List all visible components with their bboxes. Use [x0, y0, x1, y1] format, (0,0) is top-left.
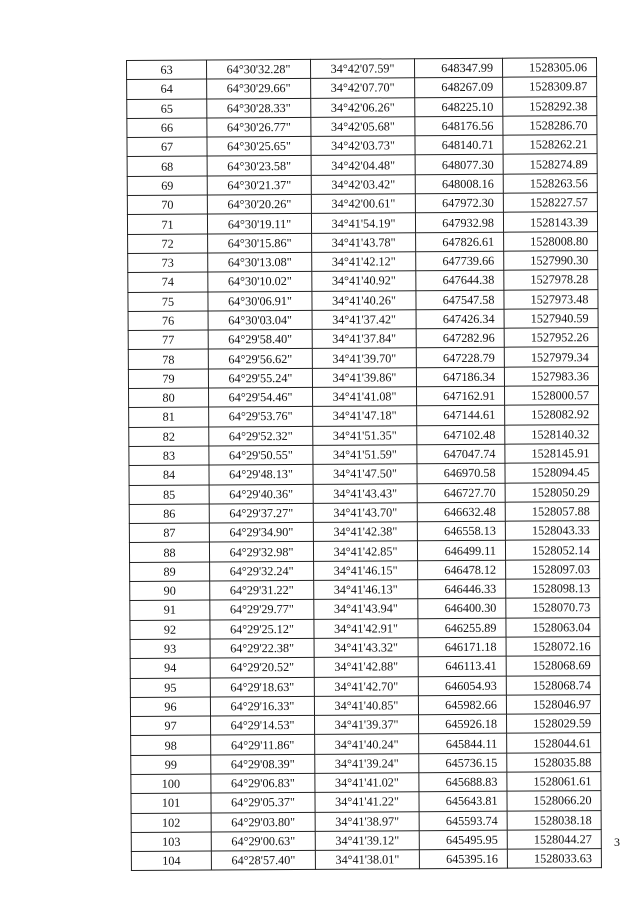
latitude-cell: 64°29'05.37": [211, 793, 315, 813]
latitude-cell: 64°29'00.63": [211, 831, 315, 851]
y-coordinate-cell: 1528286.70: [503, 116, 597, 136]
point-number-cell: 87: [129, 523, 209, 543]
latitude-cell: 64°30'23.58": [207, 156, 311, 176]
y-coordinate-cell: 1528044.27: [507, 829, 601, 849]
latitude-cell: 64°29'53.76": [209, 407, 313, 427]
x-coordinate-cell: 646632.48: [417, 502, 505, 522]
x-coordinate-cell: 646558.13: [417, 521, 505, 541]
y-coordinate-cell: 1528052.14: [505, 540, 599, 560]
y-coordinate-cell: 1528143.39: [503, 212, 597, 232]
x-coordinate-cell: 646727.70: [417, 483, 505, 503]
longitude-cell: 34°42'03.73": [311, 136, 415, 156]
point-number-cell: 88: [129, 542, 209, 562]
y-coordinate-cell: 1527990.30: [504, 251, 598, 271]
longitude-cell: 34°41'39.12": [315, 831, 419, 851]
y-coordinate-cell: 1528068.69: [506, 656, 600, 676]
x-coordinate-cell: 645395.16: [419, 849, 507, 869]
longitude-cell: 34°41'46.13": [314, 580, 418, 600]
y-coordinate-cell: 1528098.13: [506, 579, 600, 599]
longitude-cell: 34°41'41.02": [315, 773, 419, 793]
y-coordinate-cell: 1528140.32: [505, 424, 599, 444]
latitude-cell: 64°29'18.63": [210, 677, 314, 697]
x-coordinate-cell: 646446.33: [418, 579, 506, 599]
longitude-cell: 34°41'42.70": [314, 676, 418, 696]
point-number-cell: 67: [127, 137, 207, 157]
y-coordinate-cell: 1528057.88: [505, 501, 599, 521]
x-coordinate-cell: 646499.11: [417, 541, 505, 561]
point-number-cell: 86: [129, 504, 209, 524]
x-coordinate-cell: 647102.48: [417, 425, 505, 445]
y-coordinate-cell: 1528292.38: [503, 96, 597, 116]
table-row: [131, 849, 601, 871]
point-number-cell: 92: [130, 620, 210, 640]
point-number-cell: 84: [129, 465, 209, 485]
latitude-cell: 64°29'16.33": [210, 696, 314, 716]
latitude-cell: 64°29'54.46": [209, 387, 313, 407]
latitude-cell: 64°30'26.77": [207, 117, 311, 137]
point-number-cell: 94: [130, 658, 210, 678]
x-coordinate-cell: 648077.30: [415, 155, 503, 175]
point-number-cell: 81: [129, 407, 209, 427]
x-coordinate-cell: 647826.61: [416, 232, 504, 252]
longitude-cell: 34°41'43.43": [313, 483, 417, 503]
y-coordinate-cell: 1528063.04: [506, 617, 600, 637]
x-coordinate-cell: 646478.12: [418, 560, 506, 580]
longitude-cell: 34°41'43.32": [314, 638, 418, 658]
y-coordinate-cell: 1527952.26: [504, 328, 598, 348]
x-coordinate-cell: 646171.18: [418, 637, 506, 657]
longitude-cell: 34°41'42.12": [312, 252, 416, 272]
latitude-cell: 64°29'22.38": [210, 638, 314, 658]
point-number-cell: 77: [128, 330, 208, 350]
x-coordinate-cell: 645926.18: [419, 714, 507, 734]
point-number-cell: 93: [130, 639, 210, 659]
latitude-cell: 64°29'29.77": [210, 600, 314, 620]
longitude-cell: 34°42'07.59": [310, 59, 414, 79]
x-coordinate-cell: 646054.93: [418, 676, 506, 696]
point-number-cell: 80: [129, 388, 209, 408]
y-coordinate-cell: 1528035.88: [507, 752, 601, 772]
longitude-cell: 34°41'37.84": [312, 329, 416, 349]
x-coordinate-cell: 645844.11: [419, 734, 507, 754]
longitude-cell: 34°41'47.18": [313, 406, 417, 426]
latitude-cell: 64°30'15.86": [208, 233, 312, 253]
point-number-cell: 71: [127, 214, 207, 234]
point-number-cell: 95: [130, 677, 210, 697]
latitude-cell: 64°30'25.65": [207, 137, 311, 157]
x-coordinate-cell: 647972.30: [415, 193, 503, 213]
latitude-cell: 64°30'03.04": [208, 310, 312, 330]
point-number-cell: 101: [131, 793, 211, 813]
latitude-cell: 64°30'20.26": [207, 194, 311, 214]
x-coordinate-cell: 647426.34: [416, 309, 504, 329]
x-coordinate-cell: 647162.91: [417, 386, 505, 406]
x-coordinate-cell: 645643.81: [419, 791, 507, 811]
x-coordinate-cell: 645593.74: [419, 811, 507, 831]
y-coordinate-cell: 1528046.97: [506, 694, 600, 714]
longitude-cell: 34°42'05.68": [311, 117, 415, 137]
latitude-cell: 64°29'58.40": [208, 330, 312, 350]
x-coordinate-cell: 646400.30: [418, 599, 506, 619]
longitude-cell: 34°41'51.35": [313, 425, 417, 445]
point-number-cell: 78: [128, 349, 208, 369]
point-number-cell: 73: [128, 253, 208, 273]
x-coordinate-cell: 645982.66: [418, 695, 506, 715]
x-coordinate-cell: 648140.71: [415, 135, 503, 155]
longitude-cell: 34°42'04.48": [311, 155, 415, 175]
longitude-cell: 34°41'46.15": [314, 560, 418, 580]
longitude-cell: 34°41'51.59": [313, 445, 417, 465]
longitude-cell: 34°41'39.70": [312, 348, 416, 368]
x-coordinate-cell: 648267.09: [415, 77, 503, 97]
x-coordinate-cell: 647186.34: [416, 367, 504, 387]
point-number-cell: 72: [128, 234, 208, 254]
longitude-cell: 34°41'40.26": [312, 290, 416, 310]
x-coordinate-cell: 647228.79: [416, 348, 504, 368]
latitude-cell: 64°29'56.62": [208, 349, 312, 369]
point-number-cell: 68: [127, 156, 207, 176]
y-coordinate-cell: 1527978.28: [504, 270, 598, 290]
point-number-cell: 85: [129, 485, 209, 505]
latitude-cell: 64°28'57.40": [211, 851, 315, 871]
latitude-cell: 64°29'25.12": [210, 619, 314, 639]
point-number-cell: 76: [128, 311, 208, 331]
point-number-cell: 96: [130, 697, 210, 717]
longitude-cell: 34°42'00.61": [311, 194, 415, 214]
y-coordinate-cell: 1528008.80: [504, 231, 598, 251]
y-coordinate-cell: 1528029.59: [507, 714, 601, 734]
page-number: 3: [614, 835, 620, 849]
latitude-cell: 64°29'40.36": [209, 484, 313, 504]
point-number-cell: 74: [128, 272, 208, 292]
latitude-cell: 64°30'10.02": [208, 272, 312, 292]
x-coordinate-cell: 646113.41: [418, 656, 506, 676]
latitude-cell: 64°29'32.24": [210, 561, 314, 581]
point-number-cell: 91: [130, 600, 210, 620]
longitude-cell: 34°41'41.22": [315, 792, 419, 812]
y-coordinate-cell: 1528038.18: [507, 810, 601, 830]
x-coordinate-cell: 646970.58: [417, 463, 505, 483]
y-coordinate-cell: 1528070.73: [506, 598, 600, 618]
x-coordinate-cell: 648176.56: [415, 116, 503, 136]
point-number-cell: 98: [131, 735, 211, 755]
y-coordinate-cell: 1528072.16: [506, 637, 600, 657]
x-coordinate-cell: 648008.16: [415, 174, 503, 194]
y-coordinate-cell: 1528043.33: [505, 521, 599, 541]
latitude-cell: 64°30'21.37": [207, 175, 311, 195]
y-coordinate-cell: 1528068.74: [506, 675, 600, 695]
y-coordinate-cell: 1527940.59: [504, 308, 598, 328]
y-coordinate-cell: 1528082.92: [505, 405, 599, 425]
latitude-cell: 64°29'48.13": [209, 465, 313, 485]
longitude-cell: 34°42'06.26": [311, 97, 415, 117]
latitude-cell: 64°29'11.86": [211, 735, 315, 755]
point-number-cell: 69: [127, 176, 207, 196]
point-number-cell: 89: [130, 562, 210, 582]
latitude-cell: 64°30'13.08": [208, 252, 312, 272]
longitude-cell: 34°41'42.38": [313, 522, 417, 542]
y-coordinate-cell: 1528033.63: [507, 849, 601, 869]
longitude-cell: 34°42'07.70": [311, 78, 415, 98]
latitude-cell: 64°29'34.90": [209, 522, 313, 542]
longitude-cell: 34°41'41.08": [313, 387, 417, 407]
point-number-cell: 79: [128, 369, 208, 389]
latitude-cell: 64°29'03.80": [211, 812, 315, 832]
point-number-cell: 66: [127, 118, 207, 138]
longitude-cell: 34°41'42.91": [314, 618, 418, 638]
latitude-cell: 64°29'20.52": [210, 658, 314, 678]
latitude-cell: 64°29'52.32": [209, 426, 313, 446]
point-number-cell: 82: [129, 427, 209, 447]
longitude-cell: 34°41'42.85": [313, 541, 417, 561]
y-coordinate-cell: 1527973.48: [504, 289, 598, 309]
point-number-cell: 90: [130, 581, 210, 601]
y-coordinate-cell: 1528145.91: [505, 444, 599, 464]
x-coordinate-cell: 647644.38: [416, 270, 504, 290]
point-number-cell: 103: [131, 832, 211, 852]
latitude-cell: 64°29'06.83": [211, 773, 315, 793]
y-coordinate-cell: 1527979.34: [504, 347, 598, 367]
longitude-cell: 34°41'39.37": [315, 715, 419, 735]
point-number-cell: 65: [127, 99, 207, 119]
y-coordinate-cell: 1528305.06: [502, 58, 596, 78]
x-coordinate-cell: 646255.89: [418, 618, 506, 638]
longitude-cell: 34°41'42.88": [314, 657, 418, 677]
longitude-cell: 34°41'43.70": [313, 503, 417, 523]
x-coordinate-cell: 648347.99: [414, 58, 502, 78]
latitude-cell: 64°29'08.39": [211, 754, 315, 774]
point-number-cell: 83: [129, 446, 209, 466]
x-coordinate-cell: 645688.83: [419, 772, 507, 792]
y-coordinate-cell: 1528309.87: [503, 77, 597, 97]
x-coordinate-cell: 647144.61: [417, 406, 505, 426]
latitude-cell: 64°30'32.28": [207, 59, 311, 79]
longitude-cell: 34°41'37.42": [312, 310, 416, 330]
latitude-cell: 64°29'37.27": [209, 503, 313, 523]
longitude-cell: 34°41'43.94": [314, 599, 418, 619]
point-number-cell: 102: [131, 813, 211, 833]
y-coordinate-cell: 1527983.36: [504, 366, 598, 386]
y-coordinate-cell: 1528050.29: [505, 482, 599, 502]
x-coordinate-cell: 647047.74: [417, 444, 505, 464]
x-coordinate-cell: 647547.58: [416, 290, 504, 310]
longitude-cell: 34°41'43.78": [312, 232, 416, 252]
y-coordinate-cell: 1528274.89: [503, 154, 597, 174]
y-coordinate-cell: 1528066.20: [507, 791, 601, 811]
y-coordinate-cell: 1528094.45: [505, 463, 599, 483]
latitude-cell: 64°29'50.55": [209, 445, 313, 465]
point-number-cell: 64: [127, 79, 207, 99]
point-number-cell: 100: [131, 774, 211, 794]
longitude-cell: 34°41'40.85": [314, 696, 418, 716]
latitude-cell: 64°29'14.53": [211, 715, 315, 735]
longitude-cell: 34°41'38.01": [315, 850, 419, 870]
longitude-cell: 34°41'38.97": [315, 811, 419, 831]
x-coordinate-cell: 648225.10: [415, 97, 503, 117]
y-coordinate-cell: 1528061.61: [507, 772, 601, 792]
latitude-cell: 64°30'28.33": [207, 98, 311, 118]
latitude-cell: 64°29'55.24": [208, 368, 312, 388]
longitude-cell: 34°41'39.24": [315, 753, 419, 773]
x-coordinate-cell: 647932.98: [415, 213, 503, 233]
x-coordinate-cell: 647739.66: [416, 251, 504, 271]
latitude-cell: 64°30'06.91": [208, 291, 312, 311]
coordinates-table: [126, 57, 602, 871]
point-number-cell: 75: [128, 292, 208, 312]
longitude-cell: 34°41'40.24": [315, 734, 419, 754]
y-coordinate-cell: 1528097.03: [506, 559, 600, 579]
y-coordinate-cell: 1528000.57: [504, 386, 598, 406]
point-number-cell: 63: [127, 60, 207, 80]
longitude-cell: 34°41'54.19": [311, 213, 415, 233]
y-coordinate-cell: 1528044.61: [507, 733, 601, 753]
x-coordinate-cell: 647282.96: [416, 328, 504, 348]
coordinates-table-body: [127, 58, 602, 871]
longitude-cell: 34°41'40.92": [312, 271, 416, 291]
longitude-cell: 34°41'47.50": [313, 464, 417, 484]
x-coordinate-cell: 645495.95: [419, 830, 507, 850]
y-coordinate-cell: 1528263.56: [503, 173, 597, 193]
point-number-cell: 97: [131, 716, 211, 736]
latitude-cell: 64°30'19.11": [207, 214, 311, 234]
latitude-cell: 64°29'32.98": [209, 542, 313, 562]
point-number-cell: 99: [131, 755, 211, 775]
longitude-cell: 34°41'39.86": [312, 367, 416, 387]
longitude-cell: 34°42'03.42": [311, 175, 415, 195]
latitude-cell: 64°30'29.66": [207, 79, 311, 99]
x-coordinate-cell: 645736.15: [419, 753, 507, 773]
latitude-cell: 64°29'31.22": [210, 580, 314, 600]
y-coordinate-cell: 1528227.57: [503, 193, 597, 213]
point-number-cell: 104: [131, 851, 211, 871]
y-coordinate-cell: 1528262.21: [503, 135, 597, 155]
point-number-cell: 70: [127, 195, 207, 215]
